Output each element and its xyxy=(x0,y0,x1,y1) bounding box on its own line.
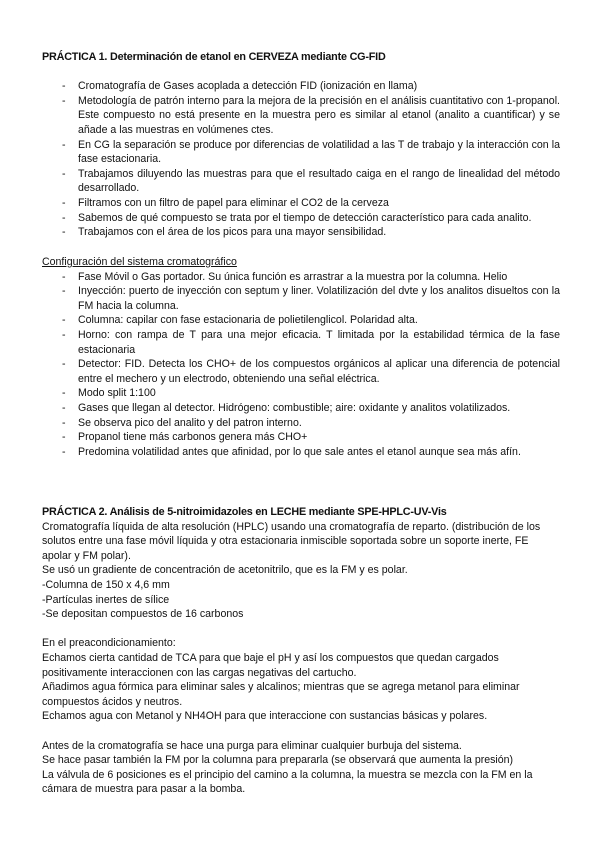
bullet-dash: - xyxy=(62,211,66,224)
list-item xyxy=(42,416,560,431)
list-item-text: Inyección: puerto de inyección con septum y liner. Volatilización del dvte y los analitos disueltos con la FM hacia la columna. xyxy=(78,285,560,312)
bullet-dash: - xyxy=(62,314,66,327)
list-item xyxy=(42,79,560,94)
list-item xyxy=(42,211,560,226)
bullet-dash: - xyxy=(62,387,66,400)
precond-line: Echamos agua con Metanol y NH4OH para que interaccione con sustancias básicas y polares. xyxy=(42,710,488,723)
bullet-dash: - xyxy=(62,328,66,341)
list-item-text: Trabajamos diluyendo las muestras para que el resultado caiga en el rango de linealidad del método desarrollado. xyxy=(78,167,560,195)
list-item-text: Propanol tiene más carbonos genera más CHO+ xyxy=(78,431,308,444)
spec-line: -Se depositan compuestos de 16 carbonos xyxy=(42,608,244,621)
bullet-dash: - xyxy=(62,94,66,107)
bullet-dash: - xyxy=(62,270,66,283)
list-item-text: Se observa pico del analito y del patron interno. xyxy=(78,416,302,429)
list-item-text: Trabajamos con el área de los picos para una mayor sensibilidad. xyxy=(78,226,387,239)
bullet-dash: - xyxy=(62,226,66,239)
list-item-text: Columna: capilar con fase estacionaria de polietilenglicol. Polaridad alta. xyxy=(78,314,418,327)
list-item-text: En CG la separación se produce por diferencias de volatilidad a las T de trabajo y la interacción con la fase estacionaria. xyxy=(78,138,560,166)
practica1-section xyxy=(42,50,560,240)
precond-line: Añadimos agua fórmica para eliminar sales y alcalinos; mientras que se agrega metanol para eliminar compuestos ácidos y neutros. xyxy=(42,681,520,708)
list-item-text: Predomina volatilidad antes que afinidad, por lo que sale antes el etanol aunque sea más afín. xyxy=(78,445,521,458)
precond-heading: En el preacondicionamiento: xyxy=(42,637,176,650)
list-item xyxy=(42,313,560,328)
bullet-dash: - xyxy=(62,358,66,371)
precond-line: Echamos cierta cantidad de TCA para que baje el pH y así los compuestos que quedan cargados positivamente interaccionen con las cargas negativas del cartucho. xyxy=(42,651,499,679)
list-item xyxy=(42,167,560,196)
list-item xyxy=(42,225,560,240)
list-item xyxy=(42,270,560,285)
list-item xyxy=(42,138,560,167)
bullet-dash: - xyxy=(62,138,66,151)
list-item-text: Sabemos de qué compuesto se trata por el tiempo de detección característico para cada analito. xyxy=(78,211,532,224)
list-item xyxy=(42,284,560,313)
practica2-gradient: Se usó un gradiente de concentración de acetonitrilo, que es la FM y es polar. xyxy=(42,564,408,577)
practica1-title: PRÁCTICA 1. Determinación de etanol en CERVEZA mediante CG-FID xyxy=(42,51,386,63)
final-line: Antes de la cromatografía se hace una purga para eliminar cualquier burbuja del sistema. xyxy=(42,739,462,752)
bullet-dash: - xyxy=(62,196,66,209)
spec-line: -Partículas inertes de sílice xyxy=(42,593,170,606)
list-item xyxy=(42,445,560,460)
config-section xyxy=(42,255,560,459)
spec-line: -Columna de 150 x 4,6 mm xyxy=(42,578,170,591)
list-item xyxy=(42,357,560,386)
list-item-text: Horno: con rampa de T para una mejor eficacia. T limitada por la estabilidad térmica de la fase estacionaria xyxy=(78,328,560,356)
final-line: Se hace pasar también la FM por la columna para prepararla (se observará que aumenta la presión) xyxy=(42,754,514,767)
config-heading: Configuración del sistema cromatográfico xyxy=(42,256,237,268)
bullet-dash: - xyxy=(62,445,66,458)
list-item-text: Fase Móvil o Gas portador. Su única función es arrastrar a la muestra por la columna. Helio xyxy=(78,270,508,283)
list-item-text: Detector: FID. Detecta los CHO+ de los compuestos orgánicos al aplicar una diferencia de potencial entre el mechero y un electrodo, obteniendo una señal eléctrica. xyxy=(78,358,560,385)
list-item-text: Filtramos con un filtro de papel para eliminar el CO2 de la cerveza xyxy=(78,196,389,209)
list-item xyxy=(42,196,560,211)
bullet-dash: - xyxy=(62,167,66,180)
list-item xyxy=(42,386,560,401)
practica2-title: PRÁCTICA 2. Análisis de 5-nitroimidazoles en LECHE mediante SPE-HPLC-UV-Vis xyxy=(42,506,447,518)
list-item xyxy=(42,328,560,357)
list-item-text: Metodología de patrón interno para la mejora de la precisión en el análisis cuantitativo con 1-propanol. Este compuesto no está presente en la muestra pero es similar al etanol (analito a cuantificar) y se añade a las muestras en volúmenes ctes. xyxy=(78,94,560,136)
list-item xyxy=(42,94,560,138)
list-item xyxy=(42,430,560,445)
bullet-dash: - xyxy=(62,431,66,444)
practica2-intro: Cromatografía líquida de alta resolución (HPLC) usando una cromatografía de reparto. (distribución de los solutos entre una fase móvil líquida y otra estacionaria inmiscible soportada sobre un soporte inerte, FE apolar y FM polar). xyxy=(42,520,541,562)
practica2-section xyxy=(42,505,552,797)
bullet-dash: - xyxy=(62,401,66,414)
bullet-dash: - xyxy=(62,80,66,93)
bullet-dash: - xyxy=(62,285,66,298)
bullet-dash: - xyxy=(62,416,66,429)
list-item-text: Cromatografía de Gases acoplada a detección FID (ionización en llama) xyxy=(78,80,418,93)
final-line: La válvula de 6 posiciones es el principio del camino a la columna, la muestra se mezcla con la FM en la cámara de muestra para pasar a la bomba. xyxy=(42,768,533,796)
list-item xyxy=(42,401,560,416)
list-item-text: Gases que llegan al detector. Hidrógeno: combustible; aire: oxidante y analitos volatilizados. xyxy=(78,401,511,414)
list-item-text: Modo split 1:100 xyxy=(78,387,156,400)
practica1-list xyxy=(42,79,560,240)
config-list xyxy=(42,270,560,460)
